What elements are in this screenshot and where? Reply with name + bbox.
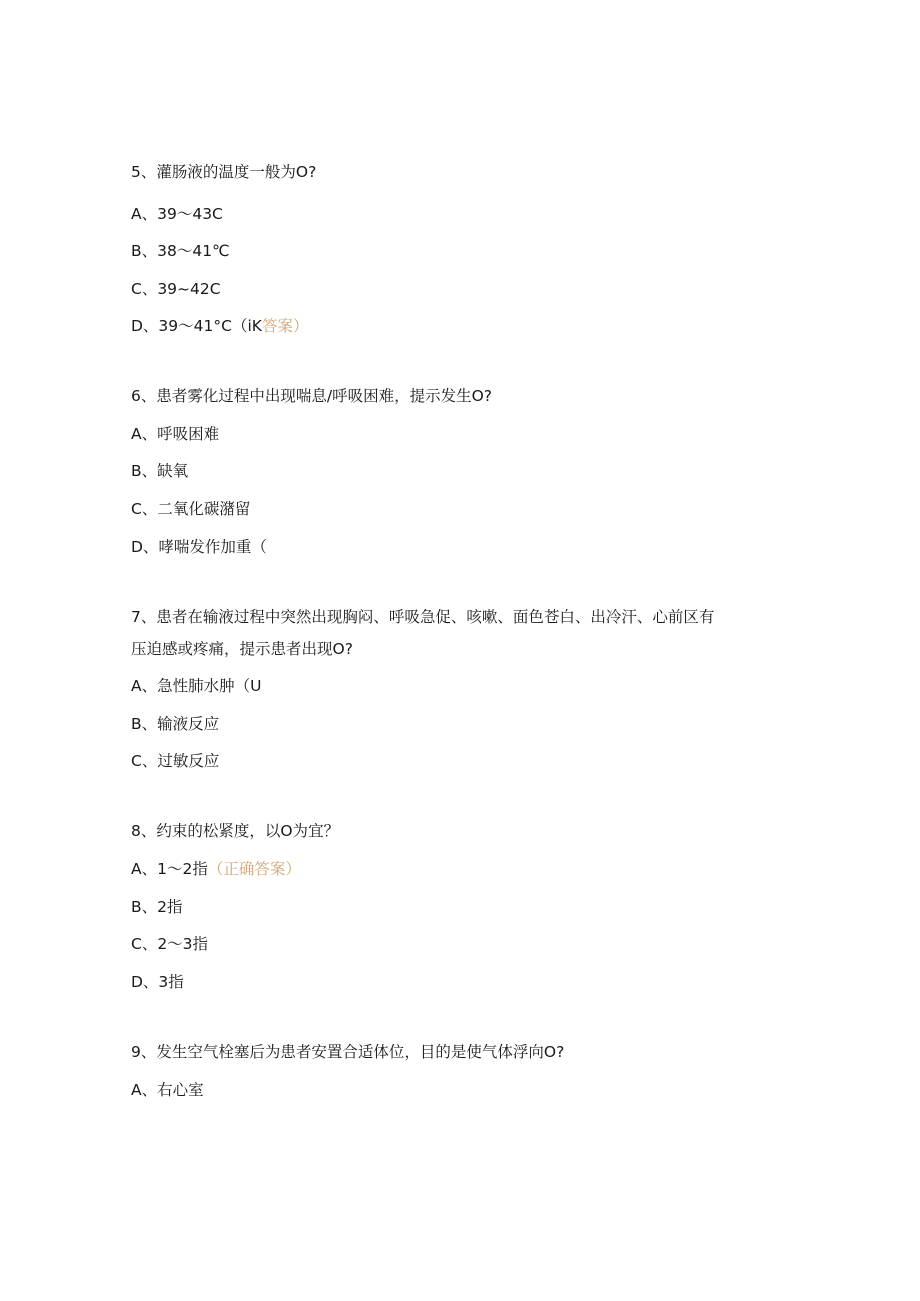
option-item: D、3指 (131, 973, 184, 991)
question-stem: 9、发生空气栓塞后为患者安置合适体位，目的是使气体浮向O? (131, 1043, 565, 1061)
answer-marker: 答案） (261, 317, 309, 335)
option-item: B、输液反应 (131, 715, 220, 733)
question-stem: 5、灌肠液的温度一般为O? (131, 163, 317, 181)
option-item: B、38～41℃ (131, 242, 230, 260)
option-item: A、1～2指（正确答案） (131, 860, 301, 878)
option-item: C、二氧化碳潴留 (131, 500, 251, 518)
option-item: C、过敏反应 (131, 752, 220, 770)
question-stem: 7、患者在输液过程中突然出现胸闷、呼吸急促、咳嗽、面色苍白、出冷汗、心前区有 (131, 608, 715, 626)
question-stem: 6、患者雾化过程中出现喘息/呼吸困难，提示发生O? (131, 387, 493, 405)
option-item: C、2～3指 (131, 935, 209, 953)
option-item: A、急性肺水肿（U (131, 677, 262, 695)
option-item: D、39～41°C（iK答案） (131, 317, 309, 335)
option-item: B、2指 (131, 898, 183, 916)
question-stem-continuation: 压迫感或疼痛，提示患者出现O? (131, 640, 353, 658)
option-item: A、呼吸困难 (131, 425, 220, 443)
answer-marker: （正确答案） (207, 860, 301, 878)
question-stem: 8、约束的松紧度，以O为宜？ (131, 822, 340, 840)
option-item: A、右心室 (131, 1081, 204, 1099)
option-item: A、39～43C (131, 205, 223, 223)
option-item: D、哮喘发作加重（ (131, 538, 267, 556)
option-item: C、39~42C (131, 280, 221, 298)
option-item: B、缺氧 (131, 462, 189, 480)
